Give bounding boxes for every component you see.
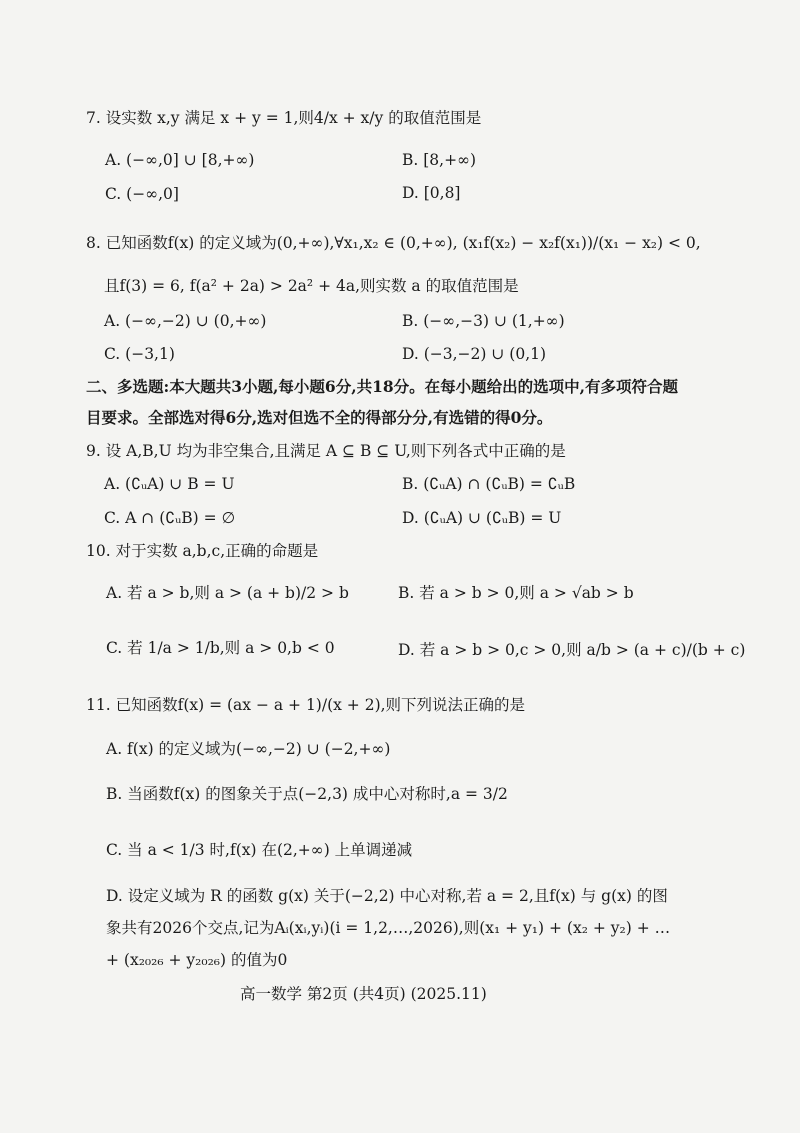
question-11-option-a: A. f(x) 的定义域为(−∞,−2) ∪ (−2,+∞): [106, 740, 391, 758]
question-10-stem: 10. 对于实数 a,b,c,正确的命题是: [86, 542, 319, 560]
question-7-option-c: C. (−∞,0]: [105, 185, 179, 203]
question-11-option-d-line3: + (x₂₀₂₆ + y₂₀₂₆) 的值为0: [106, 951, 288, 969]
question-8-option-b: B. (−∞,−3) ∪ (1,+∞): [402, 312, 565, 330]
section-2-heading-line2: 目要求。全部选对得6分,选对但选不全的得部分分,有选错的得0分。: [86, 408, 553, 427]
question-10-option-b: B. 若 a > b > 0,则 a > √ab > b: [398, 584, 634, 602]
question-11-option-d-line1: D. 设定义域为 R 的函数 g(x) 关于(−2,2) 中心对称,若 a = 2,且f(x) 与 g(x) 的图: [106, 887, 668, 905]
question-10-option-a: A. 若 a > b,则 a > (a + b)/2 > b: [106, 584, 349, 602]
question-7-option-b: B. [8,+∞): [402, 151, 477, 169]
question-9-option-c: C. A ∩ (∁ᵤB) = ∅: [104, 509, 236, 527]
question-9-option-b: B. (∁ᵤA) ∩ (∁ᵤB) = ∁ᵤB: [402, 475, 576, 493]
question-8-option-a: A. (−∞,−2) ∪ (0,+∞): [104, 312, 267, 330]
question-11-option-d-line2: 象共有2026个交点,记为Aᵢ(xᵢ,yᵢ)(i = 1,2,…,2026),则(x₁ + y₁) + (x₂ + y₂) + …: [106, 919, 671, 937]
question-10-option-d: D. 若 a > b > 0,c > 0,则 a/b > (a + c)/(b + c): [398, 641, 746, 659]
question-10-option-c: C. 若 1/a > 1/b,则 a > 0,b < 0: [106, 639, 335, 657]
question-11-option-c: C. 当 a < 1/3 时,f(x) 在(2,+∞) 上单调递减: [106, 841, 413, 859]
question-8-option-c: C. (−3,1): [104, 345, 175, 363]
question-11-stem: 11. 已知函数f(x) = (ax − a + 1)/(x + 2),则下列说法正确的是: [86, 696, 526, 714]
question-8-stem-line1: 8. 已知函数f(x) 的定义域为(0,+∞),∀x₁,x₂ ∈ (0,+∞), (x₁f(x₂) − x₂f(x₁))/(x₁ − x₂) < 0,: [86, 234, 701, 252]
question-7-option-a: A. (−∞,0] ∪ [8,+∞): [105, 151, 255, 169]
question-9-stem: 9. 设 A,B,U 均为非空集合,且满足 A ⊆ B ⊆ U,则下列各式中正确的是: [86, 442, 566, 460]
question-11-option-b: B. 当函数f(x) 的图象关于点(−2,3) 成中心对称时,a = 3/2: [106, 785, 508, 803]
question-8-stem-line2: 且f(3) = 6, f(a² + 2a) > 2a² + 4a,则实数 a 的取值范围是: [104, 277, 519, 295]
question-7-stem: 7. 设实数 x,y 满足 x + y = 1,则4/x + x/y 的取值范围是: [86, 109, 482, 127]
question-8-option-d: D. (−3,−2) ∪ (0,1): [402, 345, 547, 363]
section-2-heading-line1: 二、多选题:本大题共3小题,每小题6分,共18分。在每小题给出的选项中,有多项符合题: [86, 377, 679, 396]
page-footer: 高一数学 第2页 (共4页) (2025.11): [240, 985, 487, 1003]
question-9-option-d: D. (∁ᵤA) ∪ (∁ᵤB) = U: [402, 509, 562, 527]
question-9-option-a: A. (∁ᵤA) ∪ B = U: [104, 475, 235, 493]
question-7-option-d: D. [0,8]: [402, 184, 461, 202]
